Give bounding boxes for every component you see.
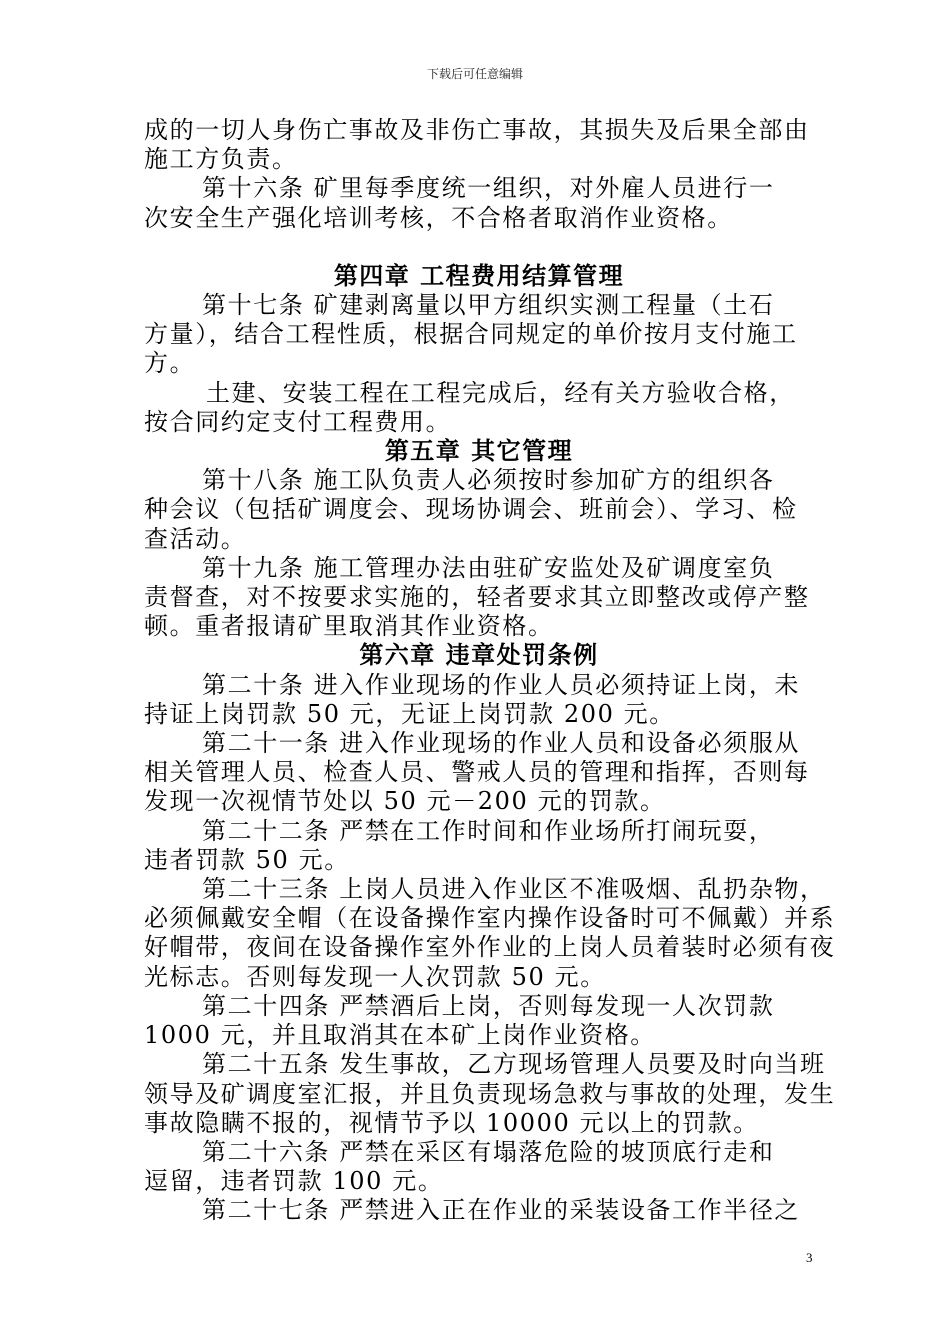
- paragraph-line: 发现一次视情节处以 50 元－200 元的罚款。: [144, 787, 666, 816]
- paragraph-line: 违者罚款 50 元。: [144, 845, 350, 874]
- paragraph-line: 逗留，违者罚款 100 元。: [144, 1167, 444, 1196]
- article-22: 第二十二条 严禁在工作时间和作业场所打闹玩耍，: [202, 816, 775, 845]
- article-19: 第十九条 施工管理办法由驻矿安监处及矿调度室负: [202, 553, 775, 582]
- paragraph-line: 持证上岗罚款 50 元，无证上岗罚款 200 元。: [144, 699, 675, 728]
- paragraph-line: 种会议（包括矿调度会、现场协调会、班前会）、学习、检: [144, 495, 798, 524]
- paragraph-line: 土建、安装工程在工程完成后，经有关方验收合格，: [206, 378, 795, 407]
- paragraph-line: 好帽带，夜间在设备操作室外作业的上岗人员着装时必须有夜: [144, 933, 836, 962]
- paragraph-line: 顿。重者报请矿里取消其作业资格。: [144, 612, 554, 641]
- paragraph-line: 领导及矿调度室汇报，并且负责现场急救与事故的处理，发生: [144, 1079, 836, 1108]
- paragraph-line: 事故隐瞒不报的，视情节予以 10000 元以上的罚款。: [144, 1108, 759, 1137]
- paragraph-line: 方量），结合工程性质，根据合同规定的单价按月支付施工: [144, 320, 798, 349]
- article-23: 第二十三条 上岗人员进入作业区不准吸烟、乱扔杂物，: [202, 875, 826, 904]
- paragraph-line: 施工方负责。: [144, 145, 298, 174]
- article-16: 第十六条 矿里每季度统一组织，对外雇人员进行一: [202, 174, 775, 203]
- paragraph-line: 相关管理人员、检查人员、警戒人员的管理和指挥，否则每: [144, 758, 810, 787]
- paragraph-line: 1000 元，并且取消其在本矿上岗作业资格。: [144, 1021, 656, 1050]
- paragraph-line: 责督查，对不按要求实施的，轻者要求其立即整改或停产整: [144, 583, 810, 612]
- article-27: 第二十七条 严禁进入正在作业的采装设备工作半径之: [202, 1196, 801, 1225]
- article-17: 第十七条 矿建剥离量以甲方组织实测工程量（土石: [202, 291, 775, 320]
- paragraph-line: 方。: [144, 349, 196, 378]
- article-26: 第二十六条 严禁在采区有塌落危险的坡顶底行走和: [202, 1137, 775, 1166]
- article-18: 第十八条 施工队负责人必须按时参加矿方的组织各: [202, 466, 775, 495]
- article-24: 第二十四条 严禁酒后上岗，否则每发现一人次罚款: [202, 991, 775, 1020]
- paragraph-line: 按合同约定支付工程费用。: [144, 407, 452, 436]
- article-25: 第二十五条 发生事故，乙方现场管理人员要及时向当班: [202, 1050, 826, 1079]
- document-body: [144, 116, 836, 1226]
- paragraph-line: 查活动。: [144, 524, 247, 553]
- article-21: 第二十一条 进入作业现场的作业人员和设备必须服从: [202, 729, 801, 758]
- chapter-5-heading: 第五章 其它管理: [384, 437, 574, 466]
- chapter-4-heading: 第四章 工程费用结算管理: [333, 261, 625, 290]
- paragraph-line: 光标志。否则每发现一人次罚款 50 元。: [144, 962, 606, 991]
- article-20: 第二十条 进入作业现场的作业人员必须持证上岗，未: [202, 670, 801, 699]
- paragraph-line: 次安全生产强化培训考核，不合格者取消作业资格。: [144, 203, 733, 232]
- paragraph-line: 必须佩戴安全帽（在设备操作室内操作设备时可不佩戴）并系: [144, 904, 836, 933]
- page-header: 下载后可任意编辑: [426, 67, 523, 81]
- chapter-6-heading: 第六章 违章处罚条例: [359, 641, 599, 670]
- paragraph-line: 成的一切人身伤亡事故及非伤亡事故，其损失及后果全部由: [144, 116, 810, 144]
- page-number: 3: [806, 1250, 813, 1265]
